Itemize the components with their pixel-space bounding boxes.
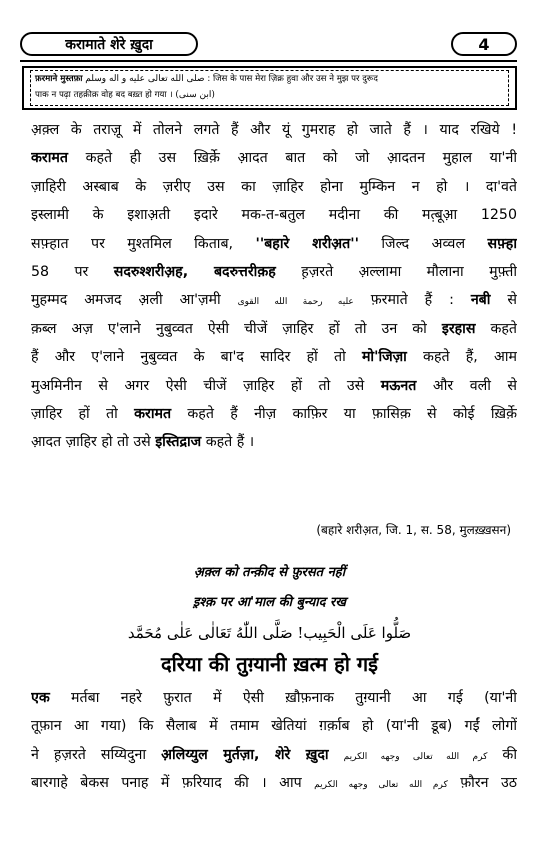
header-divider <box>20 60 517 62</box>
hadith-text-part1: : जिस के पास मेरा ज़िक्र हुवा और उस ने मुझ पर दुरूद <box>207 74 378 84</box>
text-run: अ़क़्ल के तराज़ू में तोलने लगते हैं और यूं गुमराह हो जाते हैं । याद रखिये ! <box>31 122 517 138</box>
page-number: 4 <box>451 32 517 56</box>
text-run <box>329 747 344 763</box>
bold-term: नबी <box>470 292 491 309</box>
text-run: फ़रमाते हैं : <box>353 292 471 309</box>
text-run: जिल्द अव्वल <box>358 235 488 252</box>
text-run: ह़ज़रते अ़ल्लामा मौलाना मुफ़्ती <box>275 263 517 280</box>
paragraph-line <box>31 372 517 400</box>
bold-term: मो'जिज़ा <box>361 349 407 366</box>
text-run: 58 पर <box>31 263 114 280</box>
text-run: फ़ौरन उठ <box>447 775 517 792</box>
section-line <box>31 769 517 797</box>
text-run: कहते <box>475 320 517 337</box>
text-run: कहते हैं, आम <box>406 349 517 366</box>
text-run: ने ह़ज़रते सय्यिदुना <box>31 746 162 763</box>
text-run: हैं और ए'लाने नुबुव्वत के बा'द सादिर हों तो <box>31 349 362 366</box>
bold-term: सदरुश्शरीअ़ह, बदरुत्तरीक़ह <box>113 263 276 280</box>
arabic-salutation: عليه رحمة الله القوى <box>237 297 354 308</box>
paragraph-line <box>31 286 517 314</box>
paragraph-line <box>31 144 517 172</box>
bold-term: एक <box>31 690 50 706</box>
text-run: की <box>487 746 517 763</box>
bold-term: सफ़्हा <box>487 235 517 252</box>
paragraph-line <box>31 116 517 144</box>
paragraph-line <box>31 201 517 229</box>
salutation-text: صلى الله تعالى عليه و اله وسلم <box>85 74 205 84</box>
bold-term: करामत <box>134 405 172 422</box>
book-title: करामाते शेरे ख़ुदा <box>20 32 198 56</box>
section-paragraph <box>31 684 517 798</box>
section-line <box>31 741 517 769</box>
bold-term: इरहास <box>441 320 476 337</box>
paragraph-line <box>31 400 517 428</box>
bold-term: ''बहारे शरीअ़त'' <box>255 235 359 252</box>
text-run: मुअमिनीन से अगर ऐसी चीजें ज़ाहिर हों तो उसे <box>31 377 381 394</box>
arabic-salutation: كرم الله تعالى وجهه الكريم <box>314 780 448 791</box>
couplet-line-1: अ़क़्ल को तन्क़ीद से फ़ुरसत नहीं <box>193 565 346 580</box>
text-run: इस्लामी के इशाअ़ती इदारे मक-त-बतुल मदीना की मत़्बूआ़ 1250 <box>31 207 517 224</box>
durood-text: صَلُّوا عَلَى الْحَبِيب! صَلَّى اللّٰهُ تَعَالٰى عَلٰى مُحَمَّد <box>127 624 412 642</box>
bold-term: अ़लिय्युल मुर्तज़ा, शेरे ख़ुदा <box>161 746 329 763</box>
text-run: मर्तबा नहरे फ़ुरात में ऐसी ख़ौफ़नाक तुग़्यानी आ गई (या'नी <box>49 690 517 706</box>
paragraph-line <box>31 258 517 286</box>
section-heading: दरिया की तुग़्यानी ख़त्म हो गई <box>160 652 378 676</box>
text-run: कहते हैं नीज़ काफ़िर या फ़ासिक़ से कोई ख़िर्क़े <box>171 405 517 422</box>
hadith-box <box>22 66 517 110</box>
couplet-line-2: इ़श्क़ पर आ'माल की बुन्याद रख <box>192 595 347 610</box>
bold-term: इस्तिद्राज <box>155 434 202 451</box>
text-run: क़ब्ल अज़ ए'लाने नुबुव्वत ऐसी चीजें ज़ाहिर हों तो उन को <box>31 320 442 337</box>
arabic-salutation: كرم الله تعالى وجهه الكريم <box>343 751 488 762</box>
bold-term: मऊनत <box>380 377 417 394</box>
text-run: कहते हैं । <box>201 434 255 451</box>
text-run: और वली से <box>416 377 517 394</box>
paragraph-line <box>31 173 517 201</box>
section-line <box>31 684 517 712</box>
text-run: ज़ाहिर हों तो <box>31 405 135 422</box>
section-line <box>31 712 517 740</box>
text-run: से <box>490 292 517 309</box>
text-run: मुहम्मद अमजद अ़ली आ'ज़मी <box>31 292 238 309</box>
hadith-source: (ابن سنی) <box>175 90 215 100</box>
main-paragraph <box>31 116 517 457</box>
bold-term: करामत <box>31 150 68 167</box>
paragraph-line <box>31 428 517 456</box>
text-run: बारगाहे बेकस पनाह में फ़रियाद की । आप <box>31 775 315 792</box>
text-run: कहते ही उस ख़िर्क़े आ़दत बात को जो आ़दतन मुहाल या'नी <box>67 150 517 167</box>
text-run: तूफ़ान आ गया) कि सैलाब में तमाम खेतियां ग़र्क़ाब हो (या'नी डूब) गईं लोगों <box>31 718 517 735</box>
text-run: ज़ाहिरी अस्बाब के ज़रीए उस का ज़ाहिर होना मुम्किन न हो । दा'वते <box>31 178 517 195</box>
paragraph-line <box>31 343 517 371</box>
hadith-text-part2: पाक न पढ़ा तहक़ीक़ वोह बद बख़्त हो गया । <box>35 90 173 100</box>
hadith-label: फ़रमाने मुस्तफ़ा <box>35 74 83 84</box>
text-run: सफ़्हात पर मुश्तमिल किताब, <box>31 235 256 252</box>
text-run: आ़दत ज़ाहिर हो तो उसे <box>31 434 156 451</box>
paragraph-line <box>31 315 517 343</box>
paragraph-line <box>31 230 517 258</box>
citation: (बहारे शरीअ़त, जि. 1, स. 58, मुलख़्ख़सन) <box>316 523 511 537</box>
